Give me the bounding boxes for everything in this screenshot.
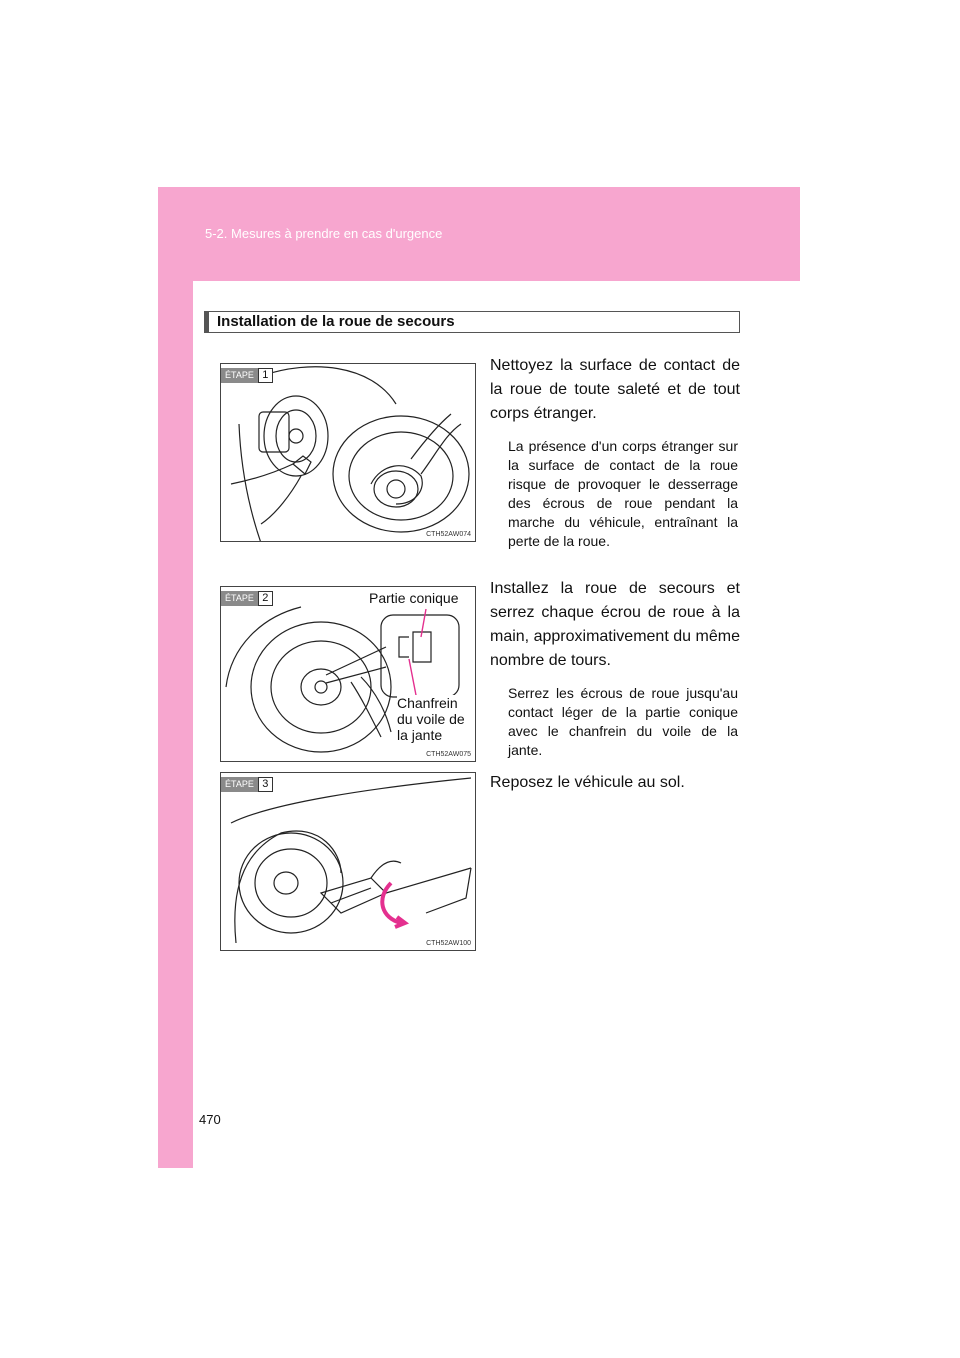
page-number: 470: [199, 1112, 221, 1127]
figure-step-1: [220, 363, 476, 542]
step-badge-3: [221, 777, 273, 792]
step-badge-word: ÉTAPE: [221, 591, 258, 606]
section-title: Installation de la roue de secours: [217, 313, 455, 330]
side-strip: [158, 281, 193, 1168]
wheel-cleaning-illustration: [221, 364, 476, 542]
callout-rim-chamfer-line: du voile de: [397, 711, 465, 727]
image-code: CTH52AW075: [426, 751, 471, 758]
step-2-instruction: Installez la roue de secours et serrez chaque écrou de roue à la main, approximativement du même nombre de tours.: [490, 580, 740, 669]
step-badge-2: [221, 591, 273, 606]
lower-vehicle-illustration: [221, 773, 476, 951]
step-3-instruction: Reposez le véhicule au sol.: [490, 774, 685, 791]
step-badge-number: 2: [258, 591, 273, 606]
callout-rim-chamfer: [397, 695, 465, 743]
step-badge-word: ÉTAPE: [221, 777, 258, 792]
callout-cone-part: Partie conique: [369, 590, 459, 606]
title-accent-bar: [205, 312, 209, 332]
step-badge-1: [221, 368, 273, 383]
callout-rim-chamfer-line: la jante: [397, 727, 443, 743]
image-code: CTH52AW074: [426, 531, 471, 538]
step-badge-number: 1: [258, 368, 273, 383]
image-code: CTH52AW100: [426, 940, 471, 947]
step-1-instruction: Nettoyez la surface de contact de la roue de toute saleté et de tout corps étranger.: [490, 357, 740, 422]
step-badge-word: ÉTAPE: [221, 368, 258, 383]
step-1-note: La présence d'un corps étranger sur la surface de contact de la roue risque de provoquer le desserrage des écrous de roue pendant la marche du véhicule, entraînant la perte de la roue.: [508, 438, 738, 549]
section-title-box: [204, 311, 740, 333]
figure-step-3: [220, 772, 476, 951]
figure-step-2: [220, 586, 476, 762]
step-badge-number: 3: [258, 777, 273, 792]
section-label: 5-2. Mesures à prendre en cas d'urgence: [205, 226, 443, 241]
callout-rim-chamfer-line: Chanfrein: [397, 695, 458, 711]
step-2-note: Serrez les écrous de roue jusqu'au contact léger de la partie conique avec le chanfrein du voile de la jante.: [508, 685, 738, 758]
